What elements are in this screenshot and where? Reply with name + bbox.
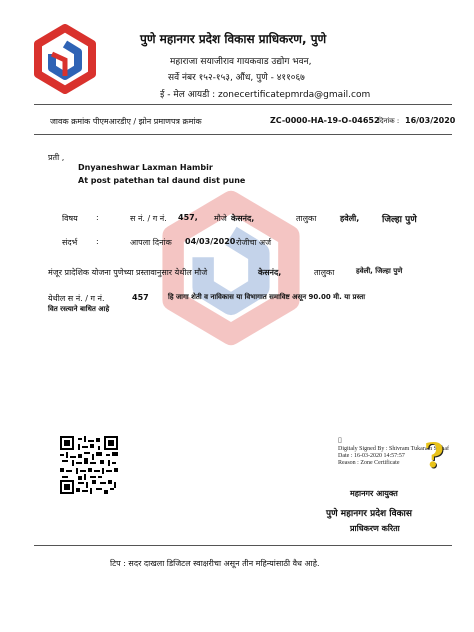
application-text: रोजीचा अर्ज <box>236 238 272 247</box>
body-line-1: मंजूर प्रादेशिक योजना पुणेच्या प्रस्तावानुसार येथील मौजे <box>48 268 208 277</box>
footer-note: टिप : सदर दाखला डिजिटल स्वाक्षरीचा असून तीन महिन्यांसाठी वैध आहे. <box>110 559 320 568</box>
outward-number-value: ZC-0000-HA-19-O-04652 <box>270 116 380 125</box>
district-value: जिल्हा पुणे <box>382 215 417 225</box>
signatory-title-2: पुणे महानगर प्रदेश विकास <box>326 509 412 519</box>
reference-colon: : <box>96 237 99 246</box>
signature-glyph: ▯ <box>338 436 342 444</box>
outward-number-label: जावक क्रमांक पीएमआरडीए / झोन प्रमाणपत्र क्रमांक <box>50 117 202 126</box>
address-line-1: महाराजा सयाजीराव गायकवाड उद्योग भवन, <box>170 57 312 67</box>
your-date-label: आपला दिनांक <box>130 238 172 247</box>
your-date-value: 04/03/2020 <box>185 237 236 246</box>
email-line: ई - मेल आयडी : zonecertificatepmrda@gmail.com <box>160 90 371 100</box>
addressee-name: Dnyaneshwar Laxman Hambir <box>78 163 213 172</box>
date-label: दिनांक : <box>378 117 400 125</box>
signatory-title-3: प्राधिकरण करिता <box>350 524 400 533</box>
body-line-3: वित रस्त्याने बाधित आहे <box>48 305 110 313</box>
reference-label: संदर्भ <box>62 238 78 247</box>
address-line-2: सर्वे नंबर १५२-१५३, औंध, पुणे - ४११०६७ <box>168 73 305 83</box>
body-taluka-value: हवेली, जिल्हा पुणे <box>356 267 403 275</box>
body-line-2-label: येथील स नं. / ग नं. <box>48 294 105 303</box>
survey-value: 457, <box>178 213 198 222</box>
header-divider <box>34 104 452 105</box>
reference-divider <box>34 134 452 135</box>
footer-divider <box>34 545 452 546</box>
mauje-label: मौजे <box>214 214 227 223</box>
signature-date-text: Date : 16-03-2020 14:57:57 <box>338 453 405 459</box>
subject-label: विषय <box>62 214 78 223</box>
taluka-label: तालुका <box>296 214 317 223</box>
survey-label: स नं. / ग नं. <box>130 214 167 223</box>
pmrda-logo <box>30 24 100 94</box>
mauje-value: केसनंद, <box>231 214 255 223</box>
signature-reason-text: Reason : Zone Certificate <box>338 460 400 466</box>
addressee-address: At post patethan tal daund dist pune <box>78 176 246 185</box>
taluka-value: हवेली, <box>340 214 360 223</box>
signature-validity-question-icon: ? <box>424 436 444 476</box>
signatory-title-1: महानगर आयुक्त <box>350 489 398 498</box>
body-line-2-survey: 457 <box>132 293 149 302</box>
body-taluka-label: तालुका <box>314 268 335 277</box>
body-mauje-value: केसनंद, <box>258 268 282 277</box>
signed-by-text: Digitaly Signed By : Shivram Tukaram Sathaf <box>338 446 449 452</box>
date-value: 16/03/2020 <box>405 116 456 125</box>
subject-colon: : <box>96 213 99 222</box>
body-line-2-rest: हि जागा शेती व नाविकास या विभागात समाविष्ट असून 90.00 मी. या प्रस्ता <box>168 293 366 301</box>
org-name: पुणे महानगर प्रदेश विकास प्राधिकरण, पुणे <box>140 32 327 46</box>
prati-label: प्रती , <box>48 153 65 162</box>
qr-code <box>60 436 118 494</box>
